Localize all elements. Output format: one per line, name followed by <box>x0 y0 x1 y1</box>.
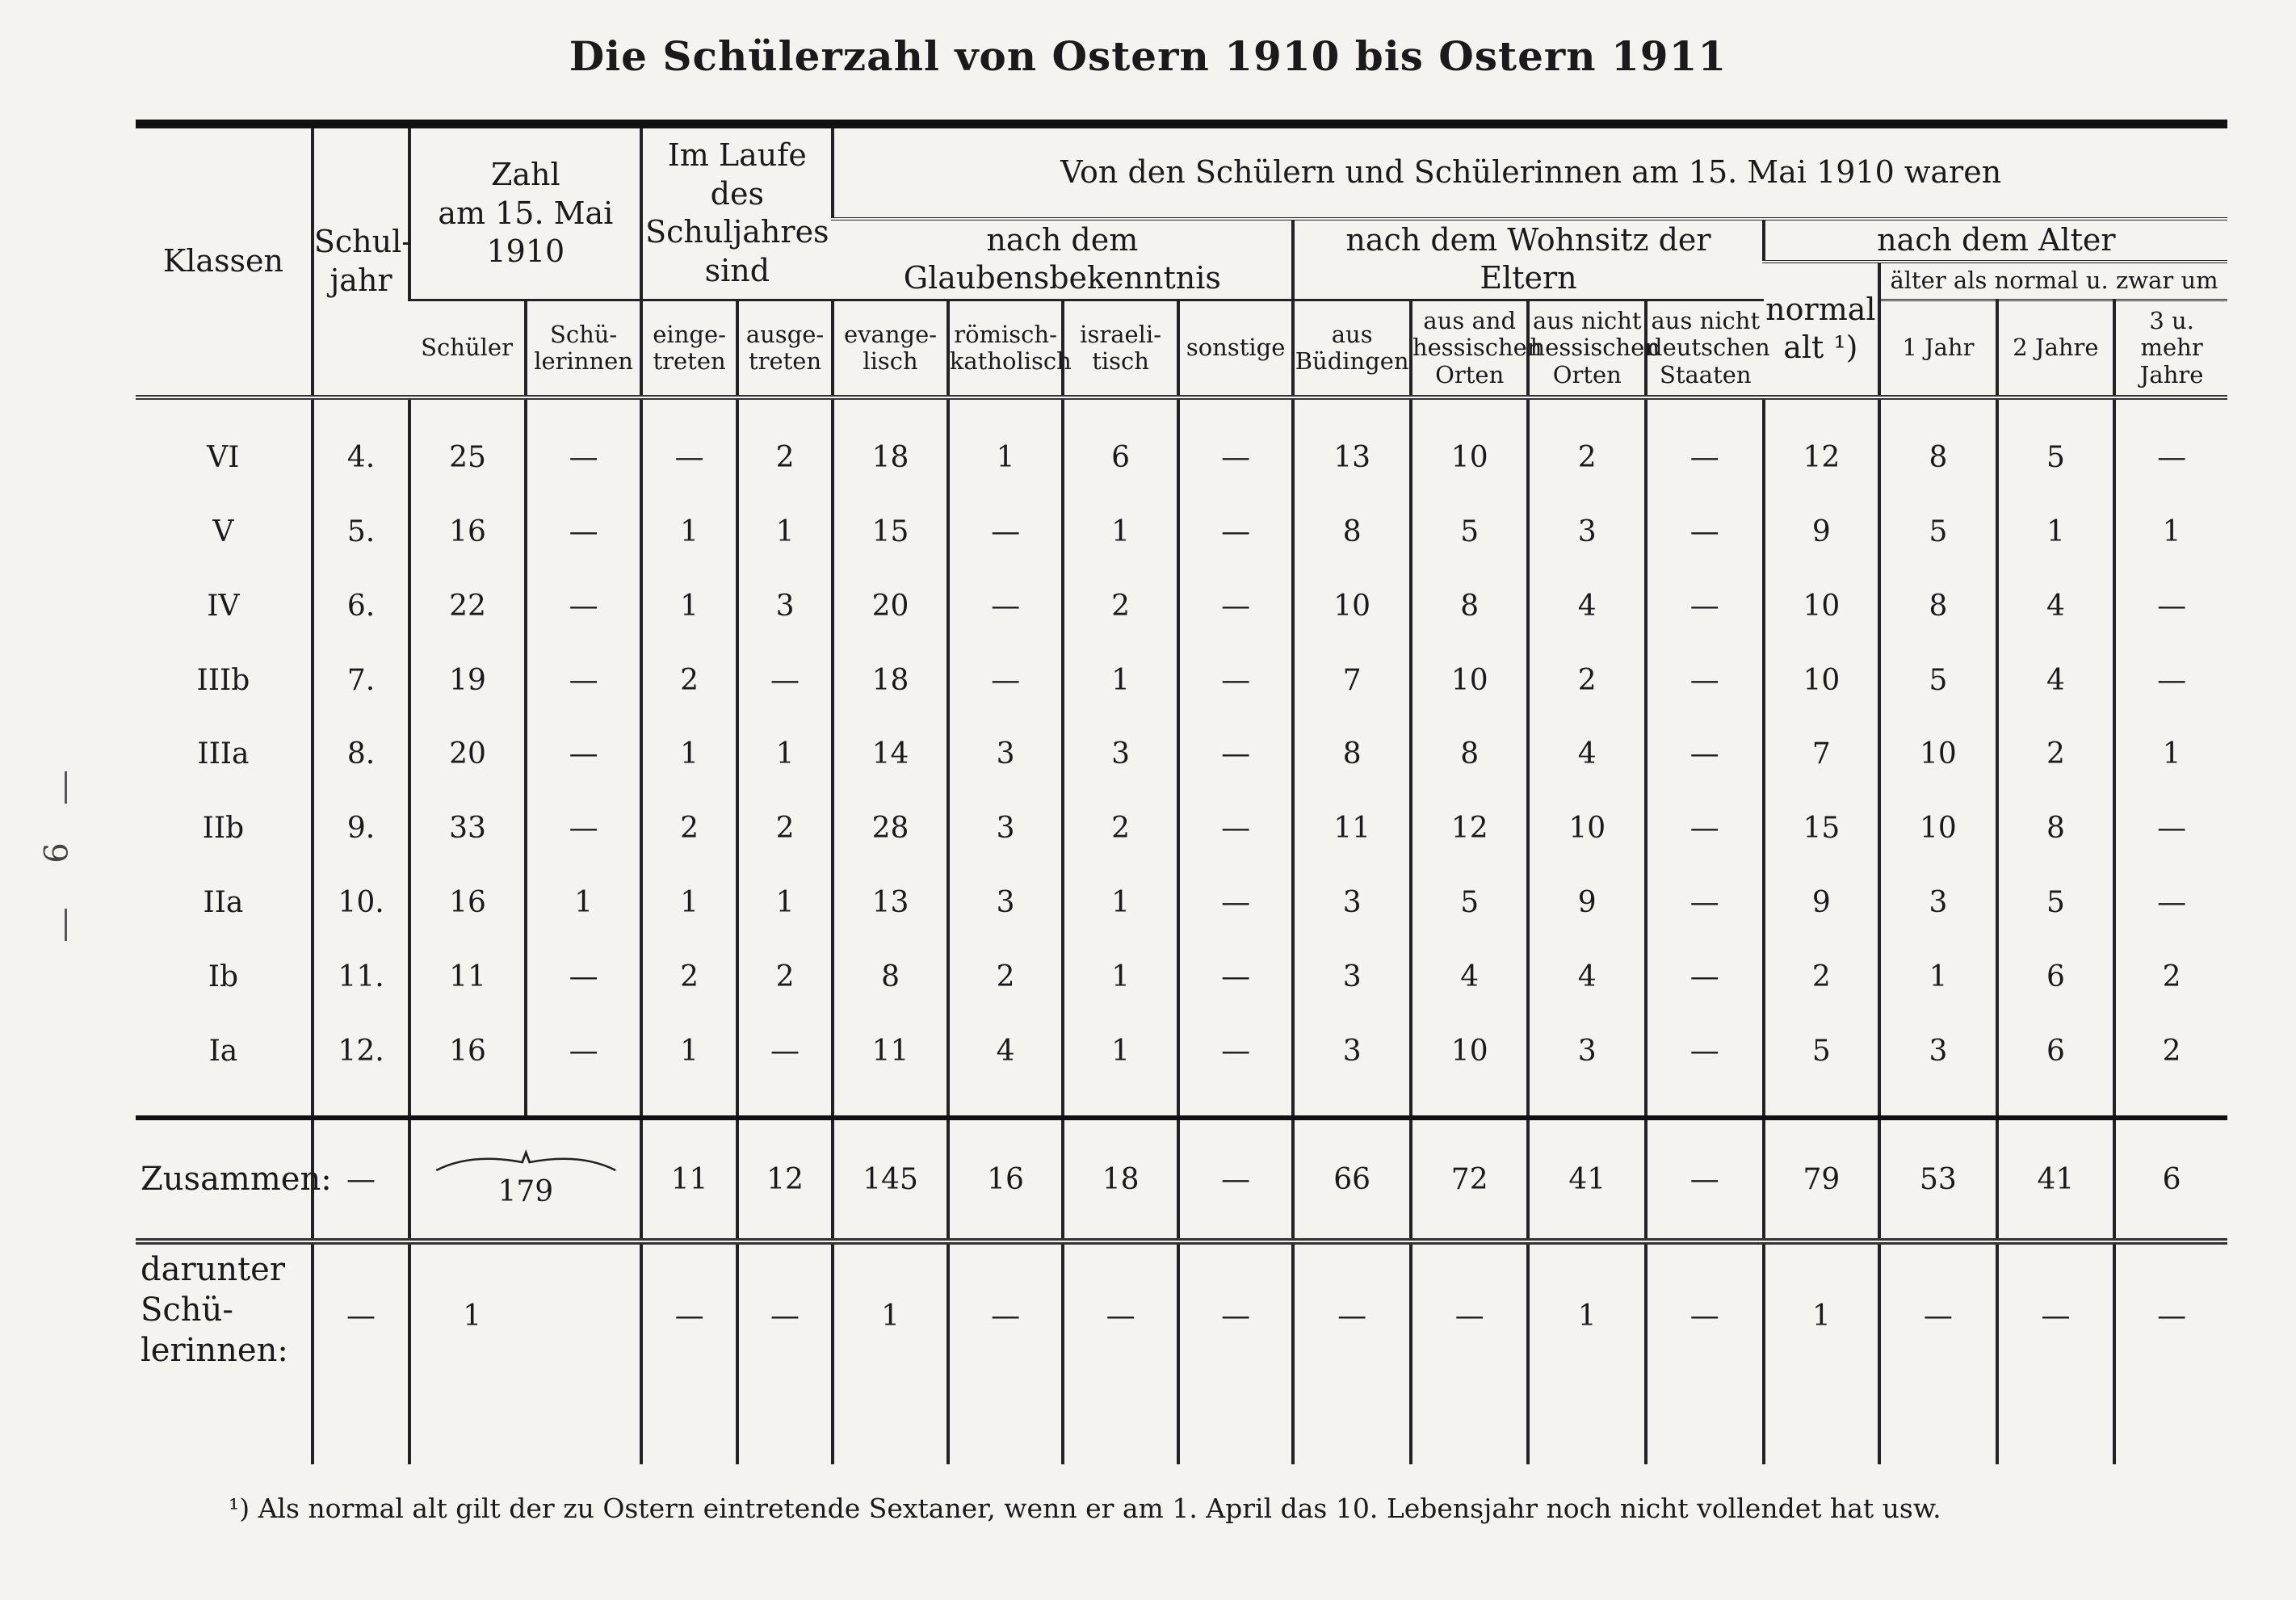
cell-1-jahr: 8 <box>1879 420 1997 494</box>
header-israelitisch: israeli- tisch <box>1063 300 1178 397</box>
total-2-jahre: 41 <box>1997 1118 2115 1241</box>
cell-normal: 5 <box>1764 1014 1880 1088</box>
cell-ausgetreten: — <box>737 1014 833 1088</box>
cell-ausgetreten: 2 <box>737 940 833 1014</box>
table-row <box>136 717 2227 792</box>
cell-2-jahre: 4 <box>1997 643 2115 717</box>
header-zahl: Zahl am 15. Mai 1910 <box>409 124 641 300</box>
cell-schueler: 11 <box>409 940 526 1014</box>
cell-nicht-hessischen: 2 <box>1528 420 1646 494</box>
cell-ausgetreten: 2 <box>737 792 833 866</box>
total-israelitisch: 18 <box>1063 1118 1178 1241</box>
girls-row <box>136 1241 2227 1464</box>
cell-nicht-deutschen: — <box>1646 1014 1764 1088</box>
cell-klasse: V <box>212 514 234 548</box>
cell-ausgetreten: 1 <box>737 866 833 940</box>
header-nicht-hessischen: aus nicht hessischen Orten <box>1528 300 1646 397</box>
cell-evangelisch: 18 <box>833 420 948 494</box>
cell-schueler: 16 <box>409 1014 526 1088</box>
cell-hessischen: 10 <box>1411 643 1529 717</box>
cell-normal: 12 <box>1764 420 1880 494</box>
cell-3-jahre: — <box>2114 569 2227 643</box>
cell-3-jahre: — <box>2114 866 2227 940</box>
table-row <box>136 643 2227 717</box>
total-ausgetreten: 12 <box>737 1118 833 1241</box>
header-schuljahr: Schul- jahr <box>313 124 409 397</box>
cell-eingetreten: 1 <box>641 1014 737 1088</box>
cell-klasse: Ia <box>208 1034 238 1068</box>
cell-2-jahre: 1 <box>1997 494 2115 569</box>
header-nicht-deutschen: aus nicht deutschen Staaten <box>1646 300 1764 397</box>
cell-hessischen: 8 <box>1411 717 1529 792</box>
cell-evangelisch: 13 <box>833 866 948 940</box>
page-title: Die Schülerzahl von Ostern 1910 bis Ostern 1911 <box>569 32 1727 80</box>
girls-nicht-hessischen: 1 <box>1528 1241 1646 1464</box>
girls-sonstige: — <box>1178 1241 1294 1464</box>
girls-2-jahre: — <box>1997 1241 2115 1464</box>
table-row <box>136 792 2227 866</box>
cell-3-jahre: 1 <box>2114 717 2227 792</box>
cell-schuljahr: 12. <box>313 1014 409 1088</box>
cell-israelitisch: 6 <box>1063 420 1178 494</box>
table-row <box>136 866 2227 940</box>
cell-1-jahr: 3 <box>1879 1014 1997 1088</box>
cell-schueler: 25 <box>409 420 526 494</box>
girls-ausgetreten: — <box>737 1241 833 1464</box>
cell-schueler: 19 <box>409 643 526 717</box>
girls-zahl: 1 <box>409 1241 641 1464</box>
girls-evangelisch: 1 <box>833 1241 948 1464</box>
cell-sonstige: — <box>1178 717 1294 792</box>
cell-klasse: IIIb <box>196 663 250 697</box>
cell-ausgetreten: — <box>737 643 833 717</box>
cell-israelitisch: 1 <box>1063 940 1178 1014</box>
cell-israelitisch: 1 <box>1063 494 1178 569</box>
spacer-row <box>136 397 2227 421</box>
cell-sonstige: — <box>1178 792 1294 866</box>
header-katholisch: römisch- katholisch <box>948 300 1064 397</box>
cell-buedingen: 13 <box>1293 420 1411 494</box>
total-evangelisch: 145 <box>833 1118 948 1241</box>
table-row <box>136 494 2227 569</box>
cell-schuljahr: 10. <box>313 866 409 940</box>
cell-klasse: IIb <box>202 812 245 846</box>
cell-2-jahre: 4 <box>1997 569 2115 643</box>
cell-ausgetreten: 1 <box>737 717 833 792</box>
total-zahl: 179 <box>497 1174 554 1208</box>
girls-israelitisch: — <box>1063 1241 1178 1464</box>
header-wohnsitz: nach dem Wohnsitz der Eltern <box>1293 219 1763 300</box>
cell-schuelerinnen: — <box>526 494 642 569</box>
cell-schuelerinnen: — <box>526 940 642 1014</box>
cell-1-jahr: 3 <box>1879 866 1997 940</box>
cell-nicht-hessischen: 2 <box>1528 643 1646 717</box>
cell-nicht-deutschen: — <box>1646 569 1764 643</box>
cell-nicht-deutschen: — <box>1646 420 1764 494</box>
girls-nicht-deutschen: — <box>1646 1241 1764 1464</box>
cell-nicht-deutschen: — <box>1646 717 1764 792</box>
cell-klasse: IIa <box>203 886 244 920</box>
cell-3-jahre: 2 <box>2114 940 2227 1014</box>
cell-evangelisch: 14 <box>833 717 948 792</box>
header-3-jahre: 3 u. mehr Jahre <box>2114 300 2227 397</box>
cell-buedingen: 3 <box>1293 1014 1411 1088</box>
cell-nicht-hessischen: 4 <box>1528 569 1646 643</box>
cell-israelitisch: 3 <box>1063 717 1178 792</box>
cell-katholisch: 3 <box>948 866 1064 940</box>
cell-normal: 9 <box>1764 866 1880 940</box>
page-number-dash-bottom <box>65 909 67 941</box>
cell-israelitisch: 2 <box>1063 569 1178 643</box>
cell-sonstige: — <box>1178 866 1294 940</box>
cell-eingetreten: 1 <box>641 866 737 940</box>
cell-schuelerinnen: — <box>526 792 642 866</box>
brace-icon <box>434 1151 617 1172</box>
cell-schuljahr: 4. <box>313 420 409 494</box>
cell-eingetreten: 1 <box>641 494 737 569</box>
cell-sonstige: — <box>1178 1014 1294 1088</box>
header-evangelisch: evange- lisch <box>833 300 948 397</box>
cell-evangelisch: 8 <box>833 940 948 1014</box>
cell-eingetreten: 1 <box>641 717 737 792</box>
cell-buedingen: 3 <box>1293 940 1411 1014</box>
total-nicht-deutschen: — <box>1646 1118 1764 1241</box>
cell-schueler: 16 <box>409 494 526 569</box>
cell-normal: 2 <box>1764 940 1880 1014</box>
header-von-den: Von den Schülern und Schülerinnen am 15. Mai 1910 waren <box>833 124 2227 219</box>
cell-sonstige: — <box>1178 494 1294 569</box>
cell-1-jahr: 10 <box>1879 717 1997 792</box>
cell-schuelerinnen: — <box>526 1014 642 1088</box>
header-buedingen: aus Büdingen <box>1293 300 1411 397</box>
cell-nicht-deutschen: — <box>1646 792 1764 866</box>
cell-2-jahre: 6 <box>1997 1014 2115 1088</box>
cell-klasse: IIIa <box>197 737 250 771</box>
cell-hessischen: 4 <box>1411 940 1529 1014</box>
girls-katholisch: — <box>948 1241 1064 1464</box>
cell-nicht-hessischen: 3 <box>1528 1014 1646 1088</box>
header-normal: normal alt ¹) <box>1764 262 1880 397</box>
cell-nicht-deutschen: — <box>1646 940 1764 1014</box>
cell-2-jahre: 6 <box>1997 940 2115 1014</box>
total-schuljahr: — <box>313 1118 409 1241</box>
total-nicht-hessischen: 41 <box>1528 1118 1646 1241</box>
cell-nicht-deutschen: — <box>1646 494 1764 569</box>
cell-evangelisch: 28 <box>833 792 948 866</box>
cell-sonstige: — <box>1178 643 1294 717</box>
page-number <box>38 771 90 949</box>
total-1-jahr: 53 <box>1879 1118 1997 1241</box>
header-eingetreten: einge- treten <box>641 300 737 397</box>
total-hessischen: 72 <box>1411 1118 1529 1241</box>
footnote: ¹) Als normal alt gilt der zu Ostern eintretende Sextaner, wenn er am 1. April das 10. Lebensjahr noch nicht vollendet hat usw. <box>229 1493 1941 1524</box>
total-3-jahre: 6 <box>2114 1118 2227 1241</box>
cell-evangelisch: 18 <box>833 643 948 717</box>
cell-schueler: 22 <box>409 569 526 643</box>
cell-nicht-hessischen: 9 <box>1528 866 1646 940</box>
cell-eingetreten: 2 <box>641 643 737 717</box>
cell-nicht-hessischen: 4 <box>1528 940 1646 1014</box>
header-aelter: älter als normal u. zwar um <box>1879 262 2227 300</box>
girls-normal: 1 <box>1764 1241 1880 1464</box>
total-label: Zusammen: <box>136 1118 313 1241</box>
cell-hessischen: 10 <box>1411 1014 1529 1088</box>
cell-buedingen: 8 <box>1293 717 1411 792</box>
cell-1-jahr: 10 <box>1879 792 1997 866</box>
cell-schuelerinnen: — <box>526 569 642 643</box>
cell-2-jahre: 8 <box>1997 792 2115 866</box>
cell-eingetreten: 1 <box>641 569 737 643</box>
cell-buedingen: 11 <box>1293 792 1411 866</box>
cell-schueler: 20 <box>409 717 526 792</box>
cell-schueler: 16 <box>409 866 526 940</box>
cell-buedingen: 3 <box>1293 866 1411 940</box>
cell-nicht-hessischen: 10 <box>1528 792 1646 866</box>
cell-buedingen: 7 <box>1293 643 1411 717</box>
cell-hessischen: 10 <box>1411 420 1529 494</box>
total-zahl-cell <box>409 1118 641 1241</box>
cell-katholisch: 3 <box>948 717 1064 792</box>
cell-katholisch: 4 <box>948 1014 1064 1088</box>
cell-katholisch: — <box>948 643 1064 717</box>
cell-hessischen: 5 <box>1411 866 1529 940</box>
cell-schuelerinnen: — <box>526 420 642 494</box>
girls-3-jahre: — <box>2114 1241 2227 1464</box>
cell-evangelisch: 15 <box>833 494 948 569</box>
page-number-dash-top <box>65 771 67 804</box>
cell-normal: 15 <box>1764 792 1880 866</box>
cell-katholisch: 2 <box>948 940 1064 1014</box>
cell-klasse: IV <box>207 589 240 623</box>
cell-klasse: VI <box>207 440 240 474</box>
cell-schuelerinnen: — <box>526 643 642 717</box>
total-eingetreten: 11 <box>641 1118 737 1241</box>
cell-normal: 10 <box>1764 643 1880 717</box>
cell-normal: 7 <box>1764 717 1880 792</box>
cell-israelitisch: 1 <box>1063 643 1178 717</box>
cell-eingetreten: — <box>641 420 737 494</box>
header-2-jahre: 2 Jahre <box>1997 300 2115 397</box>
cell-evangelisch: 11 <box>833 1014 948 1088</box>
cell-3-jahre: — <box>2114 643 2227 717</box>
header-klassen: Klassen <box>136 124 313 397</box>
header-hessischen: aus and hessischen Orten <box>1411 300 1529 397</box>
girls-eingetreten: — <box>641 1241 737 1464</box>
cell-katholisch: — <box>948 569 1064 643</box>
cell-ausgetreten: 1 <box>737 494 833 569</box>
cell-katholisch: 3 <box>948 792 1064 866</box>
cell-schuelerinnen: 1 <box>526 866 642 940</box>
total-normal: 79 <box>1764 1118 1880 1241</box>
cell-buedingen: 8 <box>1293 494 1411 569</box>
header-schueler: Schüler <box>409 300 526 397</box>
cell-schuljahr: 9. <box>313 792 409 866</box>
cell-2-jahre: 5 <box>1997 420 2115 494</box>
cell-katholisch: 1 <box>948 420 1064 494</box>
cell-schuljahr: 7. <box>313 643 409 717</box>
cell-normal: 9 <box>1764 494 1880 569</box>
cell-2-jahre: 2 <box>1997 717 2115 792</box>
cell-1-jahr: 5 <box>1879 494 1997 569</box>
cell-schuelerinnen: — <box>526 717 642 792</box>
cell-2-jahre: 5 <box>1997 866 2115 940</box>
cell-israelitisch: 1 <box>1063 866 1178 940</box>
cell-nicht-hessischen: 4 <box>1528 717 1646 792</box>
total-buedingen: 66 <box>1293 1118 1411 1241</box>
header-schuelerinnen: Schü- lerinnen <box>526 300 642 397</box>
cell-buedingen: 10 <box>1293 569 1411 643</box>
cell-schueler: 33 <box>409 792 526 866</box>
spacer-row <box>136 1088 2227 1118</box>
cell-sonstige: — <box>1178 940 1294 1014</box>
total-katholisch: 16 <box>948 1118 1064 1241</box>
cell-sonstige: — <box>1178 569 1294 643</box>
cell-ausgetreten: 2 <box>737 420 833 494</box>
header-alter: nach dem Alter <box>1764 219 2227 262</box>
cell-ausgetreten: 3 <box>737 569 833 643</box>
cell-evangelisch: 20 <box>833 569 948 643</box>
girls-1-jahr: — <box>1879 1241 1997 1464</box>
cell-sonstige: — <box>1178 420 1294 494</box>
header-ausgetreten: ausge- treten <box>737 300 833 397</box>
table-row <box>136 569 2227 643</box>
cell-3-jahre: — <box>2114 792 2227 866</box>
cell-nicht-deutschen: — <box>1646 866 1764 940</box>
page-number-text: 6 <box>38 842 76 863</box>
cell-1-jahr: 1 <box>1879 940 1997 1014</box>
cell-nicht-deutschen: — <box>1646 643 1764 717</box>
cell-schuljahr: 5. <box>313 494 409 569</box>
cell-israelitisch: 1 <box>1063 1014 1178 1088</box>
header-1-jahr: 1 Jahr <box>1879 300 1997 397</box>
table-row <box>136 420 2227 494</box>
table-row <box>136 1014 2227 1088</box>
total-sonstige: — <box>1178 1118 1294 1241</box>
total-row <box>136 1118 2227 1241</box>
cell-klasse: Ib <box>208 960 239 994</box>
cell-eingetreten: 2 <box>641 940 737 1014</box>
cell-hessischen: 8 <box>1411 569 1529 643</box>
cell-schuljahr: 6. <box>313 569 409 643</box>
girls-hessischen: — <box>1411 1241 1529 1464</box>
cell-normal: 10 <box>1764 569 1880 643</box>
cell-1-jahr: 8 <box>1879 569 1997 643</box>
girls-buedingen: — <box>1293 1241 1411 1464</box>
cell-hessischen: 5 <box>1411 494 1529 569</box>
cell-3-jahre: 2 <box>2114 1014 2227 1088</box>
header-im-laufe: Im Laufe des Schuljahres sind <box>641 124 833 300</box>
girls-label: darunter Schü- lerinnen: <box>141 1251 288 1370</box>
cell-3-jahre: — <box>2114 420 2227 494</box>
header-glaube: nach dem Glaubensbekenntnis <box>833 219 1293 300</box>
cell-katholisch: — <box>948 494 1064 569</box>
cell-eingetreten: 2 <box>641 792 737 866</box>
cell-schuljahr: 11. <box>313 940 409 1014</box>
cell-1-jahr: 5 <box>1879 643 1997 717</box>
cell-schuljahr: 8. <box>313 717 409 792</box>
cell-israelitisch: 2 <box>1063 792 1178 866</box>
cell-3-jahre: 1 <box>2114 494 2227 569</box>
girls-schuljahr: — <box>313 1241 409 1464</box>
header-sonstige: sonstige <box>1178 300 1294 397</box>
cell-nicht-hessischen: 3 <box>1528 494 1646 569</box>
table-row <box>136 940 2227 1014</box>
cell-hessischen: 12 <box>1411 792 1529 866</box>
statistics-table <box>136 120 2227 1464</box>
